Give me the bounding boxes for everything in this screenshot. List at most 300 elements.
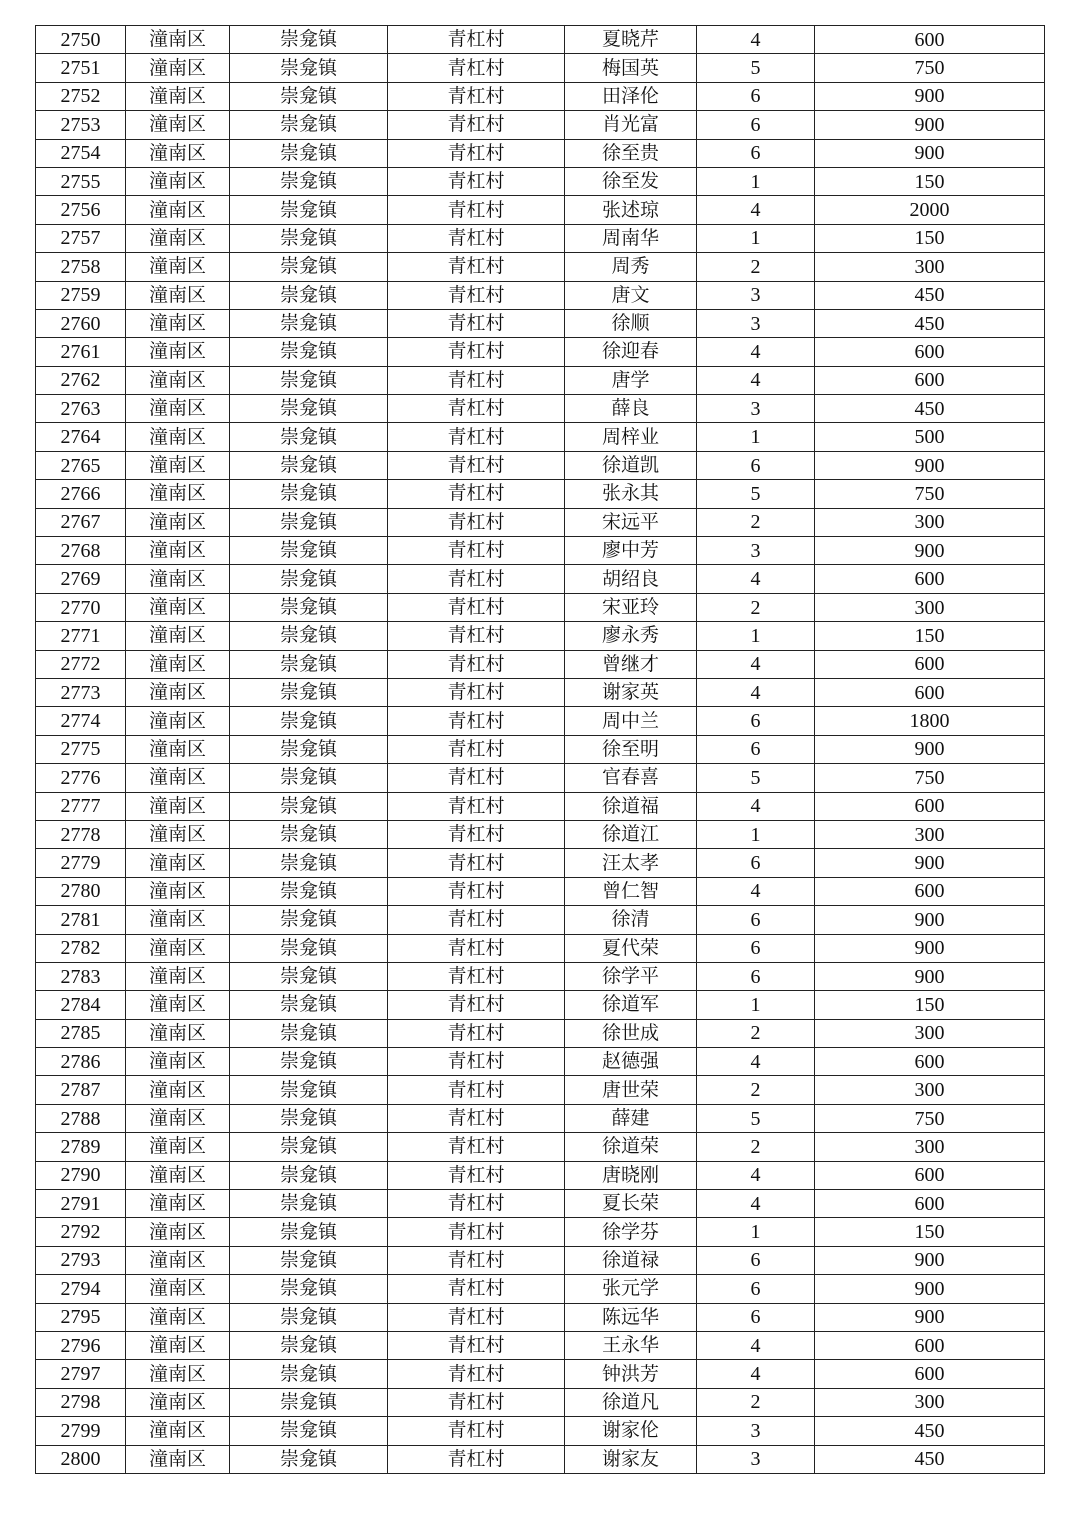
cell-amount: 600: [815, 877, 1045, 905]
cell-district: 潼南区: [126, 54, 230, 82]
cell-name: 谢家伦: [565, 1417, 697, 1445]
cell-town: 崇龛镇: [230, 1019, 388, 1047]
table-row: [36, 735, 1045, 763]
cell-town: 崇龛镇: [230, 1445, 388, 1473]
cell-town: 崇龛镇: [230, 1133, 388, 1161]
table-row: [36, 309, 1045, 337]
cell-persons: 1: [697, 622, 815, 650]
cell-persons: 2: [697, 1076, 815, 1104]
cell-town: 崇龛镇: [230, 537, 388, 565]
cell-persons: 4: [697, 1048, 815, 1076]
cell-serial: 2773: [36, 678, 126, 706]
cell-village: 青杠村: [388, 309, 565, 337]
cell-persons: 4: [697, 1190, 815, 1218]
cell-village: 青杠村: [388, 934, 565, 962]
cell-serial: 2750: [36, 26, 126, 54]
cell-serial: 2752: [36, 82, 126, 110]
cell-amount: 600: [815, 1360, 1045, 1388]
cell-serial: 2781: [36, 906, 126, 934]
cell-persons: 6: [697, 1303, 815, 1331]
cell-town: 崇龛镇: [230, 309, 388, 337]
cell-name: 肖光富: [565, 111, 697, 139]
cell-district: 潼南区: [126, 1190, 230, 1218]
cell-name: 徐至明: [565, 735, 697, 763]
cell-town: 崇龛镇: [230, 451, 388, 479]
cell-village: 青杠村: [388, 139, 565, 167]
cell-serial: 2772: [36, 650, 126, 678]
cell-serial: 2764: [36, 423, 126, 451]
cell-name: 谢家英: [565, 678, 697, 706]
cell-village: 青杠村: [388, 565, 565, 593]
table-row: [36, 1104, 1045, 1132]
cell-town: 崇龛镇: [230, 139, 388, 167]
cell-amount: 150: [815, 224, 1045, 252]
cell-name: 周中兰: [565, 707, 697, 735]
cell-serial: 2779: [36, 849, 126, 877]
cell-serial: 2753: [36, 111, 126, 139]
cell-amount: 900: [815, 537, 1045, 565]
cell-town: 崇龛镇: [230, 196, 388, 224]
cell-amount: 900: [815, 82, 1045, 110]
cell-serial: 2765: [36, 451, 126, 479]
cell-village: 青杠村: [388, 792, 565, 820]
cell-serial: 2798: [36, 1388, 126, 1416]
cell-village: 青杠村: [388, 764, 565, 792]
cell-name: 薛建: [565, 1104, 697, 1132]
cell-town: 崇龛镇: [230, 1388, 388, 1416]
cell-serial: 2794: [36, 1275, 126, 1303]
cell-village: 青杠村: [388, 281, 565, 309]
cell-town: 崇龛镇: [230, 26, 388, 54]
cell-serial: 2799: [36, 1417, 126, 1445]
cell-amount: 2000: [815, 196, 1045, 224]
cell-amount: 300: [815, 253, 1045, 281]
cell-name: 薛良: [565, 395, 697, 423]
cell-village: 青杠村: [388, 82, 565, 110]
cell-village: 青杠村: [388, 537, 565, 565]
cell-town: 崇龛镇: [230, 54, 388, 82]
cell-amount: 900: [815, 906, 1045, 934]
cell-name: 梅国英: [565, 54, 697, 82]
cell-name: 徐道凡: [565, 1388, 697, 1416]
cell-amount: 150: [815, 991, 1045, 1019]
cell-name: 徐道荣: [565, 1133, 697, 1161]
cell-persons: 5: [697, 764, 815, 792]
cell-district: 潼南区: [126, 1417, 230, 1445]
cell-serial: 2782: [36, 934, 126, 962]
cell-name: 钟洪芳: [565, 1360, 697, 1388]
cell-persons: 6: [697, 735, 815, 763]
cell-persons: 6: [697, 111, 815, 139]
cell-persons: 1: [697, 423, 815, 451]
cell-amount: 600: [815, 1331, 1045, 1359]
cell-district: 潼南区: [126, 1218, 230, 1246]
cell-town: 崇龛镇: [230, 1331, 388, 1359]
cell-persons: 6: [697, 934, 815, 962]
cell-village: 青杠村: [388, 253, 565, 281]
cell-persons: 3: [697, 1417, 815, 1445]
cell-name: 徐道军: [565, 991, 697, 1019]
cell-village: 青杠村: [388, 1388, 565, 1416]
cell-amount: 750: [815, 764, 1045, 792]
cell-district: 潼南区: [126, 678, 230, 706]
cell-district: 潼南区: [126, 735, 230, 763]
cell-town: 崇龛镇: [230, 366, 388, 394]
cell-district: 潼南区: [126, 934, 230, 962]
cell-town: 崇龛镇: [230, 423, 388, 451]
cell-town: 崇龛镇: [230, 849, 388, 877]
cell-name: 徐清: [565, 906, 697, 934]
cell-district: 潼南区: [126, 224, 230, 252]
table-row: [36, 934, 1045, 962]
cell-village: 青杠村: [388, 991, 565, 1019]
subsidy-table: [35, 25, 1045, 1474]
cell-district: 潼南区: [126, 1331, 230, 1359]
cell-name: 唐世荣: [565, 1076, 697, 1104]
cell-town: 崇龛镇: [230, 991, 388, 1019]
cell-town: 崇龛镇: [230, 792, 388, 820]
cell-persons: 1: [697, 820, 815, 848]
cell-town: 崇龛镇: [230, 480, 388, 508]
cell-serial: 2797: [36, 1360, 126, 1388]
cell-persons: 1: [697, 991, 815, 1019]
cell-amount: 600: [815, 338, 1045, 366]
cell-name: 夏长荣: [565, 1190, 697, 1218]
cell-name: 徐至发: [565, 167, 697, 195]
table-row: [36, 820, 1045, 848]
table-row: [36, 1445, 1045, 1473]
cell-amount: 600: [815, 1161, 1045, 1189]
cell-name: 宋亚玲: [565, 593, 697, 621]
cell-town: 崇龛镇: [230, 764, 388, 792]
cell-district: 潼南区: [126, 707, 230, 735]
cell-town: 崇龛镇: [230, 167, 388, 195]
table-row: [36, 338, 1045, 366]
cell-district: 潼南区: [126, 622, 230, 650]
cell-name: 徐道江: [565, 820, 697, 848]
cell-name: 周梓业: [565, 423, 697, 451]
cell-amount: 300: [815, 1076, 1045, 1104]
table-row: [36, 1360, 1045, 1388]
cell-district: 潼南区: [126, 1303, 230, 1331]
cell-district: 潼南区: [126, 1360, 230, 1388]
cell-town: 崇龛镇: [230, 1303, 388, 1331]
table-row: [36, 1417, 1045, 1445]
table-row: [36, 849, 1045, 877]
cell-persons: 3: [697, 281, 815, 309]
cell-district: 潼南区: [126, 309, 230, 337]
cell-serial: 2770: [36, 593, 126, 621]
cell-persons: 2: [697, 1388, 815, 1416]
table-row: [36, 537, 1045, 565]
cell-amount: 150: [815, 167, 1045, 195]
cell-serial: 2790: [36, 1161, 126, 1189]
table-row: [36, 1275, 1045, 1303]
cell-district: 潼南区: [126, 1161, 230, 1189]
cell-district: 潼南区: [126, 593, 230, 621]
cell-name: 汪太孝: [565, 849, 697, 877]
cell-amount: 900: [815, 934, 1045, 962]
table-row: [36, 1161, 1045, 1189]
cell-persons: 4: [697, 366, 815, 394]
cell-town: 崇龛镇: [230, 1275, 388, 1303]
table-row: [36, 1246, 1045, 1274]
table-row: [36, 1133, 1045, 1161]
cell-amount: 600: [815, 650, 1045, 678]
cell-amount: 900: [815, 1303, 1045, 1331]
cell-district: 潼南区: [126, 1275, 230, 1303]
table-row: [36, 962, 1045, 990]
cell-serial: 2800: [36, 1445, 126, 1473]
cell-serial: 2787: [36, 1076, 126, 1104]
cell-persons: 6: [697, 1275, 815, 1303]
cell-persons: 4: [697, 565, 815, 593]
cell-amount: 450: [815, 281, 1045, 309]
cell-district: 潼南区: [126, 281, 230, 309]
cell-district: 潼南区: [126, 1246, 230, 1274]
cell-serial: 2791: [36, 1190, 126, 1218]
cell-amount: 600: [815, 366, 1045, 394]
cell-amount: 600: [815, 1190, 1045, 1218]
cell-serial: 2795: [36, 1303, 126, 1331]
cell-name: 徐顺: [565, 309, 697, 337]
table-row: [36, 906, 1045, 934]
cell-name: 张述琼: [565, 196, 697, 224]
cell-persons: 4: [697, 338, 815, 366]
cell-persons: 2: [697, 593, 815, 621]
cell-amount: 150: [815, 1218, 1045, 1246]
cell-name: 宋远平: [565, 508, 697, 536]
table-row: [36, 1190, 1045, 1218]
cell-town: 崇龛镇: [230, 1218, 388, 1246]
cell-amount: 450: [815, 1417, 1045, 1445]
table-row: [36, 451, 1045, 479]
table-row: [36, 26, 1045, 54]
cell-name: 徐学平: [565, 962, 697, 990]
table-row: [36, 764, 1045, 792]
cell-serial: 2788: [36, 1104, 126, 1132]
cell-amount: 300: [815, 1019, 1045, 1047]
cell-town: 崇龛镇: [230, 906, 388, 934]
cell-persons: 6: [697, 906, 815, 934]
table-row: [36, 54, 1045, 82]
cell-village: 青杠村: [388, 423, 565, 451]
table-row: [36, 508, 1045, 536]
table-row: [36, 253, 1045, 281]
cell-town: 崇龛镇: [230, 735, 388, 763]
cell-amount: 450: [815, 395, 1045, 423]
cell-town: 崇龛镇: [230, 650, 388, 678]
cell-name: 王永华: [565, 1331, 697, 1359]
cell-amount: 900: [815, 1246, 1045, 1274]
cell-serial: 2783: [36, 962, 126, 990]
table-row: [36, 480, 1045, 508]
cell-name: 徐道禄: [565, 1246, 697, 1274]
cell-persons: 4: [697, 196, 815, 224]
cell-name: 徐道福: [565, 792, 697, 820]
cell-town: 崇龛镇: [230, 253, 388, 281]
cell-persons: 1: [697, 1218, 815, 1246]
cell-persons: 2: [697, 1133, 815, 1161]
cell-village: 青杠村: [388, 1417, 565, 1445]
cell-persons: 6: [697, 82, 815, 110]
cell-village: 青杠村: [388, 678, 565, 706]
cell-name: 陈远华: [565, 1303, 697, 1331]
cell-village: 青杠村: [388, 508, 565, 536]
cell-village: 青杠村: [388, 820, 565, 848]
cell-amount: 600: [815, 26, 1045, 54]
cell-district: 潼南区: [126, 338, 230, 366]
cell-village: 青杠村: [388, 1445, 565, 1473]
cell-town: 崇龛镇: [230, 934, 388, 962]
cell-village: 青杠村: [388, 111, 565, 139]
cell-name: 曾仁智: [565, 877, 697, 905]
cell-town: 崇龛镇: [230, 678, 388, 706]
cell-village: 青杠村: [388, 1104, 565, 1132]
cell-village: 青杠村: [388, 849, 565, 877]
cell-village: 青杠村: [388, 1360, 565, 1388]
cell-district: 潼南区: [126, 253, 230, 281]
cell-district: 潼南区: [126, 1445, 230, 1473]
cell-district: 潼南区: [126, 764, 230, 792]
cell-serial: 2776: [36, 764, 126, 792]
cell-persons: 6: [697, 139, 815, 167]
cell-persons: 6: [697, 1246, 815, 1274]
cell-district: 潼南区: [126, 877, 230, 905]
cell-village: 青杠村: [388, 196, 565, 224]
cell-town: 崇龛镇: [230, 1161, 388, 1189]
cell-amount: 600: [815, 1048, 1045, 1076]
cell-town: 崇龛镇: [230, 593, 388, 621]
cell-persons: 5: [697, 1104, 815, 1132]
cell-serial: 2780: [36, 877, 126, 905]
cell-town: 崇龛镇: [230, 1190, 388, 1218]
cell-district: 潼南区: [126, 395, 230, 423]
cell-serial: 2758: [36, 253, 126, 281]
cell-serial: 2760: [36, 309, 126, 337]
cell-district: 潼南区: [126, 423, 230, 451]
cell-name: 徐至贵: [565, 139, 697, 167]
cell-village: 青杠村: [388, 395, 565, 423]
cell-town: 崇龛镇: [230, 1360, 388, 1388]
table-row: [36, 1388, 1045, 1416]
cell-name: 曾继才: [565, 650, 697, 678]
cell-persons: 4: [697, 1331, 815, 1359]
cell-name: 赵德强: [565, 1048, 697, 1076]
cell-serial: 2771: [36, 622, 126, 650]
cell-district: 潼南区: [126, 167, 230, 195]
cell-town: 崇龛镇: [230, 962, 388, 990]
cell-district: 潼南区: [126, 366, 230, 394]
cell-district: 潼南区: [126, 962, 230, 990]
cell-village: 青杠村: [388, 366, 565, 394]
cell-village: 青杠村: [388, 877, 565, 905]
table-row: [36, 650, 1045, 678]
cell-amount: 300: [815, 1133, 1045, 1161]
cell-serial: 2761: [36, 338, 126, 366]
cell-village: 青杠村: [388, 1190, 565, 1218]
cell-name: 田泽伦: [565, 82, 697, 110]
cell-village: 青杠村: [388, 1218, 565, 1246]
table-row: [36, 565, 1045, 593]
cell-serial: 2775: [36, 735, 126, 763]
table-row: [36, 111, 1045, 139]
cell-name: 周南华: [565, 224, 697, 252]
cell-persons: 3: [697, 309, 815, 337]
table-row: [36, 593, 1045, 621]
cell-amount: 750: [815, 1104, 1045, 1132]
cell-name: 唐晓刚: [565, 1161, 697, 1189]
cell-village: 青杠村: [388, 1048, 565, 1076]
cell-town: 崇龛镇: [230, 281, 388, 309]
cell-amount: 300: [815, 820, 1045, 848]
table-row: [36, 366, 1045, 394]
cell-serial: 2774: [36, 707, 126, 735]
cell-persons: 3: [697, 1445, 815, 1473]
cell-name: 唐学: [565, 366, 697, 394]
cell-district: 潼南区: [126, 792, 230, 820]
table-row: [36, 622, 1045, 650]
cell-town: 崇龛镇: [230, 1417, 388, 1445]
cell-amount: 750: [815, 480, 1045, 508]
cell-amount: 900: [815, 962, 1045, 990]
table-row: [36, 82, 1045, 110]
cell-amount: 900: [815, 849, 1045, 877]
cell-persons: 2: [697, 253, 815, 281]
cell-persons: 3: [697, 395, 815, 423]
cell-persons: 5: [697, 480, 815, 508]
cell-name: 周秀: [565, 253, 697, 281]
cell-village: 青杠村: [388, 480, 565, 508]
cell-town: 崇龛镇: [230, 111, 388, 139]
cell-village: 青杠村: [388, 224, 565, 252]
cell-amount: 300: [815, 508, 1045, 536]
cell-persons: 4: [697, 678, 815, 706]
cell-persons: 4: [697, 792, 815, 820]
table-row: [36, 877, 1045, 905]
cell-persons: 3: [697, 537, 815, 565]
cell-amount: 600: [815, 792, 1045, 820]
cell-town: 崇龛镇: [230, 224, 388, 252]
cell-serial: 2785: [36, 1019, 126, 1047]
cell-serial: 2757: [36, 224, 126, 252]
cell-district: 潼南区: [126, 650, 230, 678]
cell-amount: 500: [815, 423, 1045, 451]
cell-village: 青杠村: [388, 1303, 565, 1331]
cell-village: 青杠村: [388, 622, 565, 650]
cell-serial: 2751: [36, 54, 126, 82]
cell-village: 青杠村: [388, 338, 565, 366]
cell-persons: 4: [697, 1161, 815, 1189]
cell-village: 青杠村: [388, 1331, 565, 1359]
cell-serial: 2766: [36, 480, 126, 508]
cell-serial: 2768: [36, 537, 126, 565]
table-row: [36, 991, 1045, 1019]
cell-name: 官春喜: [565, 764, 697, 792]
cell-amount: 450: [815, 309, 1045, 337]
cell-name: 谢家友: [565, 1445, 697, 1473]
cell-persons: 4: [697, 650, 815, 678]
table-row: [36, 395, 1045, 423]
cell-name: 廖永秀: [565, 622, 697, 650]
cell-village: 青杠村: [388, 1076, 565, 1104]
cell-amount: 900: [815, 111, 1045, 139]
cell-town: 崇龛镇: [230, 707, 388, 735]
cell-district: 潼南区: [126, 1048, 230, 1076]
cell-village: 青杠村: [388, 906, 565, 934]
cell-village: 青杠村: [388, 735, 565, 763]
cell-village: 青杠村: [388, 1246, 565, 1274]
